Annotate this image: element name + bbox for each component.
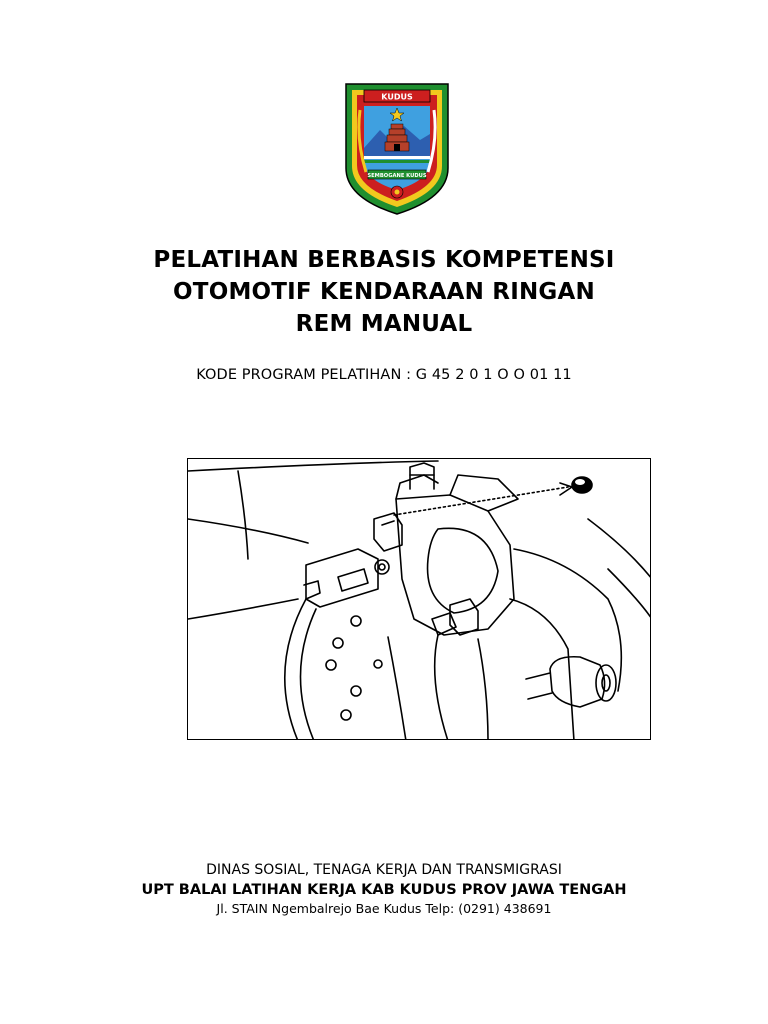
emblem-motto: SEMBOGANE KUDUS	[367, 173, 427, 179]
program-code: KODE PROGRAM PELATIHAN : G 45 2 0 1 O O 01 11	[196, 367, 572, 383]
footer-institution: UPT BALAI LATIHAN KERJA KAB KUDUS PROV JAWA TENGAH	[141, 882, 627, 898]
emblem-top-text: KUDUS	[381, 92, 413, 102]
footer-address: Jl. STAIN Ngembalrejo Bae Kudus Telp: (0291) 438691	[216, 901, 552, 916]
shield-icon	[342, 80, 452, 218]
kudus-emblem-logo	[342, 80, 452, 218]
title-line-1: PELATIHAN BERBASIS KOMPETENSI	[153, 247, 615, 273]
brake-caliper-illustration-icon	[188, 459, 651, 740]
title-line-3: REM MANUAL	[295, 311, 473, 337]
title-line-2: OTOMOTIF KENDARAAN RINGAN	[173, 279, 595, 305]
brake-figure	[187, 458, 651, 740]
footer	[0, 860, 768, 918]
document-title	[0, 244, 768, 340]
footer-agency: DINAS SOSIAL, TENAGA KERJA DAN TRANSMIGRASI	[206, 862, 562, 878]
